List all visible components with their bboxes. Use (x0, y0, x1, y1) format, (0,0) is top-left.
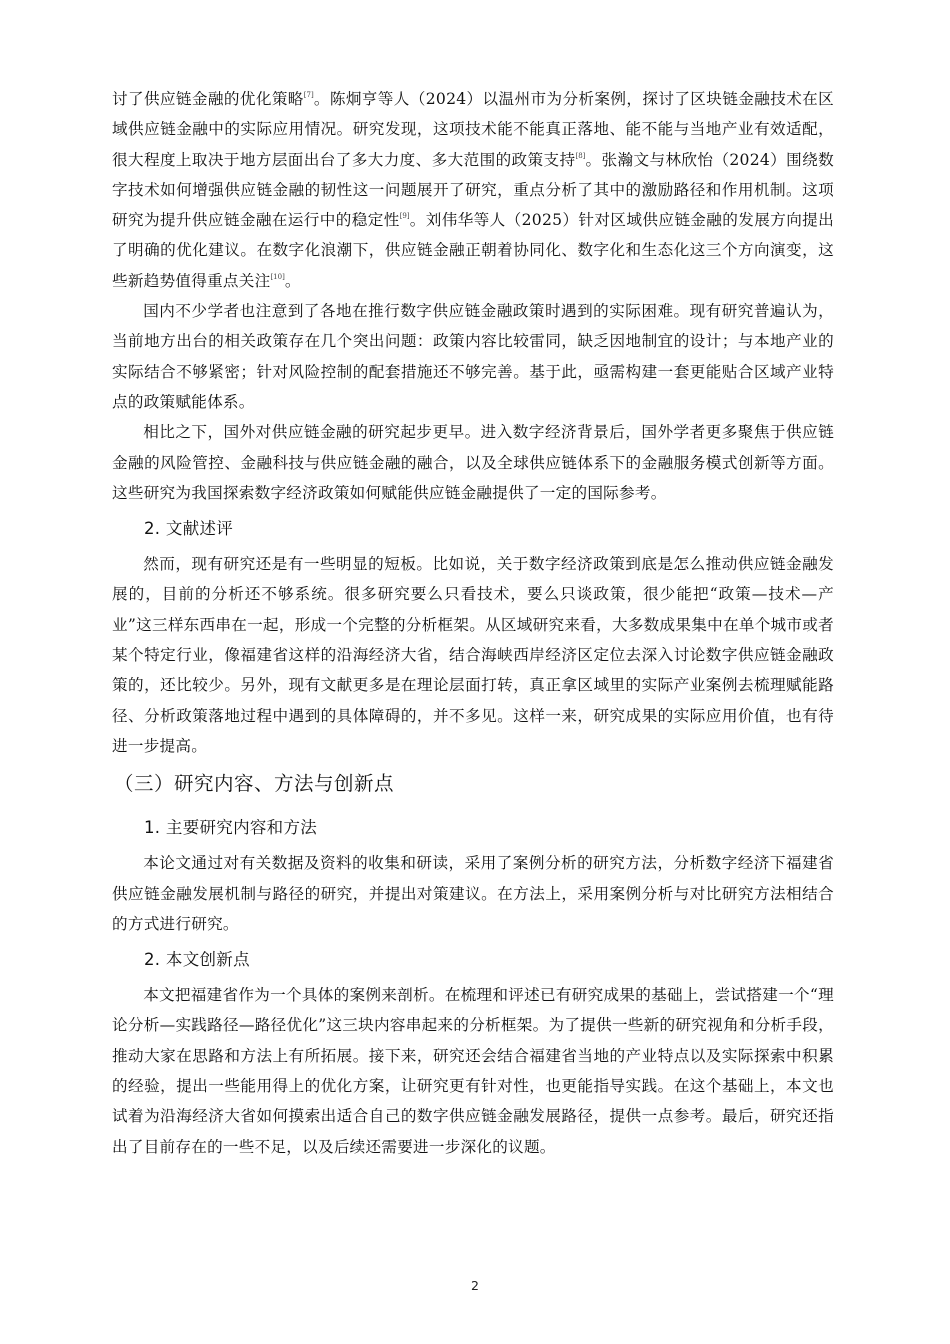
heading-section-three: （三）研究内容、方法与创新点 (114, 772, 395, 796)
citation-8: [8] (575, 151, 586, 160)
body-text (112, 84, 834, 1162)
citation-9: [9] (399, 212, 410, 221)
citation-10: [10] (270, 272, 285, 281)
paragraph-text: 。陈炯亨等人（2024）以温州市为分析案例，探讨了区块链金融技术在区域供应链金融中的实际应用情况。研究发现，这项技术能不能真正落地、能不能与当地产业有效适配，很大程度上取决于地方层面出台了多大力度、多大范围的政策支持 (112, 90, 834, 169)
paragraph-research-gaps: 然而，现有研究还是有一些明显的短板。比如说，关于数字经济政策到底是怎么推动供应链金融发展的，目前的分析还不够系统。很多研究要么只看技术，要么只谈政策，很少能把“政策—技术—产业”这三样东西串在一起，形成一个完整的分析框架。从区域研究来看，大多数成果集中在单个城市或者某个特定行业，像福建省这样的沿海经济大省，结合海峡西岸经济区定位去深入讨论数字供应链金融政策的，还比较少。另外，现有文献更多是在理论层面打转，真正拿区域里的实际产业案例去梳理赋能路径、分析政策落地过程中遇到的具体障碍的，并不多见。这样一来，研究成果的实际应用价值，也有待进一步提高。 (112, 555, 834, 755)
paragraph-domestic-difficulties: 国内不少学者也注意到了各地在推行数字供应链金融政策时遇到的实际困难。现有研究普遍认为，当前地方出台的相关政策存在几个突出问题：政策内容比较雷同，缺乏因地制宜的设计；与本地产业的实际结合不够紧密；针对风险控制的配套措施还不够完善。基于此，亟需构建一套更能贴合区域产业特点的政策赋能体系。 (112, 302, 834, 411)
heading-content-and-methods: 1. 主要研究内容和方法 (144, 818, 318, 838)
paragraph-literature-continued (112, 84, 834, 296)
citation-7: [7] (303, 91, 314, 99)
heading-innovation: 2. 本文创新点 (144, 950, 250, 970)
heading-literature-review: 2. 文献述评 (144, 519, 234, 539)
paragraph-text: 。刘伟华等人（2025）针对区域供应链金融的发展方向提出了明确的优化建议。在数字化浪潮下，供应链金融正朝着协同化、数字化和生态化这三个方向演变，这些新趋势值得重点关注 (112, 211, 834, 290)
paragraph-text: 。 (284, 271, 301, 290)
paragraph-innovation: 本文把福建省作为一个具体的案例来剖析。在梳理和评述已有研究成果的基础上，尝试搭建一个“理论分析—实践路径—路径优化”这三块内容串起来的分析框架。为了提供一些新的研究视角和分析手段，推动大家在思路和方法上有所拓展。接下来，研究还会结合福建省当地的产业特点以及实际探索中积累的经验，提出一些能用得上的优化方案，让研究更有针对性，也更能指导实践。在这个基础上，本文也试着为沿海经济大省如何摸索出适合自己的数字供应链金融发展路径，提供一点参考。最后，研究还指出了目前存在的一些不足，以及后续还需要进一步深化的议题。 (112, 986, 834, 1156)
paragraph-foreign-research: 相比之下，国外对供应链金融的研究起步更早。进入数字经济背景后，国外学者更多聚焦于供应链金融的风险管控、金融科技与供应链金融的融合，以及全球供应链体系下的金融服务模式创新等方面。这些研究为我国探索数字经济政策如何赋能供应链金融提供了一定的国际参考。 (112, 423, 834, 502)
paragraph-methods: 本论文通过对有关数据及资料的收集和研读，采用了案例分析的研究方法，分析数字经济下福建省供应链金融发展机制与路径的研究，并提出对策建议。在方法上，采用案例分析与对比研究方法相结合的方式进行研究。 (112, 854, 834, 933)
page-number: 2 (471, 1278, 479, 1293)
paragraph-text: 。张瀚文与林欣怡（2024）围绕数字技术如何增强供应链金融的韧性这一问题展开了研究，重点分析了其中的激励路径和作用机制。这项研究为提升供应链金融在运行中的稳定性 (112, 150, 834, 230)
paragraph-text: 讨了供应链金融的优化策略 (112, 90, 304, 108)
